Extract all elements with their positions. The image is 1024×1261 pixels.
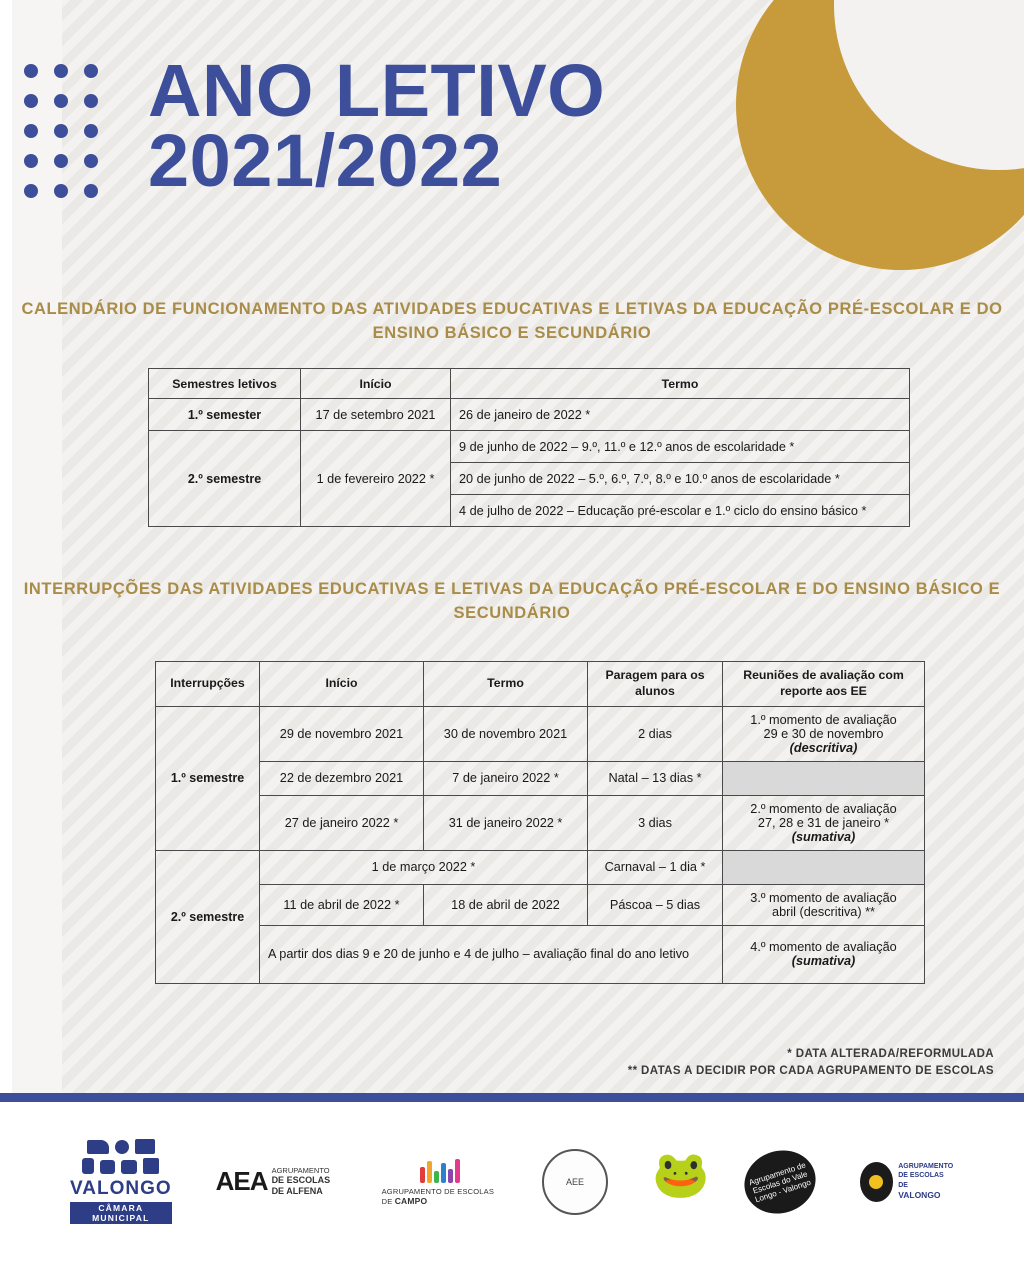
- table-row: [156, 925, 925, 983]
- table-row: [156, 795, 925, 850]
- building-icon: [143, 1158, 159, 1174]
- vale-label: Agrupamento de Escolas do Vale Longo - Valongo: [747, 1159, 812, 1204]
- termo-r1: 30 de novembro 2021: [424, 706, 588, 761]
- car-icon: [121, 1160, 137, 1174]
- reuniao-r3-line3: (sumativa): [791, 829, 856, 844]
- valongo-group-line-2: DE ESCOLAS DE: [898, 1172, 944, 1189]
- aea-line-1: AGRUPAMENTO: [271, 1165, 330, 1175]
- table-row: [149, 399, 910, 431]
- semester-label-2: 2.º semestre: [149, 431, 301, 527]
- reuniao-r1-line1: 1.º momento de avaliação: [750, 712, 897, 727]
- interruptions-table: [155, 661, 925, 984]
- inicio-2: 1 de fevereiro 2022 *: [301, 431, 451, 527]
- termo-r5: 18 de abril de 2022: [424, 884, 588, 925]
- valongo-icon-group: [87, 1139, 155, 1154]
- reuniao-r6: [723, 925, 925, 983]
- semester-label-2: 2.º semestre: [156, 850, 260, 983]
- logo-agrupamento-escolas-campo: [382, 1157, 498, 1206]
- termo-2a: 9 de junho de 2022 – 9.º, 11.º e 12.º anos de escolaridade *: [451, 431, 910, 463]
- gear-icon: [115, 1140, 129, 1154]
- table-row: [156, 850, 925, 884]
- footnotes: [628, 1046, 994, 1081]
- aee-label: AEE: [566, 1176, 585, 1187]
- logo-agrupamento-escolas-valongo: [860, 1162, 954, 1202]
- col-paragem: Paragem para os alunos: [588, 662, 723, 707]
- logo-aee: [542, 1149, 608, 1215]
- paragem-r5: Páscoa – 5 dias: [588, 884, 723, 925]
- col-inicio: Início: [260, 662, 424, 707]
- inicio-r2: 22 de dezembro 2021: [260, 761, 424, 795]
- table-row: [149, 431, 910, 463]
- footnote-1: * DATA ALTERADA/REFORMULADA: [787, 1048, 994, 1060]
- valongo-icon-group-2: [82, 1158, 159, 1174]
- reuniao-r5-line2: abril (descritiva) **: [772, 904, 875, 919]
- person-icon: [82, 1158, 94, 1174]
- campo-bars-icon: [420, 1157, 460, 1183]
- reuniao-r1-line2: 29 e 30 de novembro: [763, 726, 884, 741]
- dot-grid-decoration: [24, 64, 114, 214]
- bicycle-icon: [100, 1160, 115, 1174]
- table-row: [156, 884, 925, 925]
- termo-r2: 7 de janeiro 2022 *: [424, 761, 588, 795]
- reuniao-r6-line1: 4.º momento de avaliação: [750, 940, 897, 955]
- termo-r3: 31 de janeiro 2022 *: [424, 795, 588, 850]
- title-line-1: ANO LETIVO: [148, 49, 606, 132]
- section-1-heading: CALENDÁRIO DE FUNCIONAMENTO DAS ATIVIDADES EDUCATIVAS E LETIVAS DA EDUCAÇÃO PRÉ-ESCOLAR E DO ENSINO BÁSICO E SECUNDÁRIO: [21, 300, 1003, 342]
- footer-logo-strip: [0, 1102, 1024, 1261]
- valongo-group-icon: [860, 1162, 893, 1202]
- screen-icon: [135, 1139, 155, 1154]
- table-header-row: [156, 662, 925, 707]
- termo-2c: 4 de julho de 2022 – Educação pré-escolar e 1.º ciclo do ensino básico *: [451, 495, 910, 527]
- logo-aea-alfena: [216, 1166, 338, 1198]
- section-2-heading: INTERRUPÇÕES DAS ATIVIDADES EDUCATIVAS E LETIVAS DA EDUCAÇÃO PRÉ-ESCOLAR E DO ENSINO BÁSICO E SECUNDÁRIO: [23, 580, 1001, 622]
- col-semestres-letivos: Semestres letivos: [149, 369, 301, 399]
- logo-valongo-camara-municipal: [70, 1139, 172, 1224]
- title-line-2: 2021/2022: [148, 119, 503, 203]
- valongo-name: VALONGO: [70, 1178, 172, 1199]
- semester-label-1: 1.º semester: [149, 399, 301, 431]
- logo-vale-longo: [744, 1151, 816, 1213]
- inicio-r3: 27 de janeiro 2022 *: [260, 795, 424, 850]
- col-interrupcoes: Interrupções: [156, 662, 260, 707]
- campo-line-1: AGRUPAMENTO DE ESCOLAS DE: [381, 1187, 495, 1206]
- page-title: [148, 49, 606, 203]
- merged-r6: A partir dos dias 9 e 20 de junho e 4 de julho – avaliação final do ano letivo: [260, 925, 723, 983]
- col-inicio: Início: [301, 369, 451, 399]
- reuniao-r3-line2: 27, 28 e 31 de janeiro *: [757, 815, 890, 830]
- reuniao-r3-line1: 2.º momento de avaliação: [750, 801, 897, 816]
- reuniao-r4: [723, 850, 925, 884]
- paragem-r2: Natal – 13 dias *: [588, 761, 723, 795]
- book-icon: [87, 1140, 109, 1154]
- semester-label-1: 1.º semestre: [156, 706, 260, 850]
- frog-icon: 🐸: [652, 1147, 710, 1200]
- merged-r4: 1 de março 2022 *: [260, 850, 588, 884]
- termo-2b: 20 de junho de 2022 – 5.º, 6.º, 7.º, 8.º e 10.º anos de escolaridade *: [451, 463, 910, 495]
- aee-circle-icon: [542, 1149, 608, 1215]
- campo-line-2: CAMPO: [394, 1196, 428, 1206]
- reuniao-r2: [723, 761, 925, 795]
- valongo-subtitle: CÂMARA MUNICIPAL: [70, 1202, 172, 1224]
- table-row: [156, 706, 925, 761]
- valongo-group-line-1: AGRUPAMENTO: [898, 1163, 954, 1171]
- col-reunioes: Reuniões de avaliação com reporte aos EE: [723, 662, 925, 707]
- reuniao-r5-line1: 3.º momento de avaliação: [750, 890, 897, 905]
- inicio-r1: 29 de novembro 2021: [260, 706, 424, 761]
- inicio-1: 17 de setembro 2021: [301, 399, 451, 431]
- aea-mark: AEA: [215, 1166, 268, 1197]
- logo-frog-school: [652, 1147, 710, 1213]
- reuniao-r1: [723, 706, 925, 761]
- valongo-group-line-3: VALONGO: [898, 1189, 941, 1200]
- col-termo: Termo: [451, 369, 910, 399]
- reuniao-r1-line3: (descritiva): [789, 740, 858, 755]
- calendar-table: [148, 368, 910, 527]
- paragem-r4: Carnaval – 1 dia *: [588, 850, 723, 884]
- inicio-r5: 11 de abril de 2022 *: [260, 884, 424, 925]
- page-header: [0, 0, 1024, 262]
- paragem-r1: 2 dias: [588, 706, 723, 761]
- footnote-2: ** DATAS A DECIDIR POR CADA AGRUPAMENTO DE ESCOLAS: [627, 1065, 994, 1078]
- table-header-row: [149, 369, 910, 399]
- aea-line-2: DE ESCOLAS DE ALFENA: [271, 1174, 331, 1197]
- col-termo: Termo: [424, 662, 588, 707]
- reuniao-r6-line2: (sumativa): [791, 954, 856, 969]
- bottom-blue-rule: [0, 1093, 1024, 1102]
- reuniao-r3: [723, 795, 925, 850]
- paragem-r3: 3 dias: [588, 795, 723, 850]
- vale-oval-icon: [736, 1141, 824, 1222]
- reuniao-r5: [723, 884, 925, 925]
- termo-1: 26 de janeiro de 2022 *: [451, 399, 910, 431]
- table-row: [156, 761, 925, 795]
